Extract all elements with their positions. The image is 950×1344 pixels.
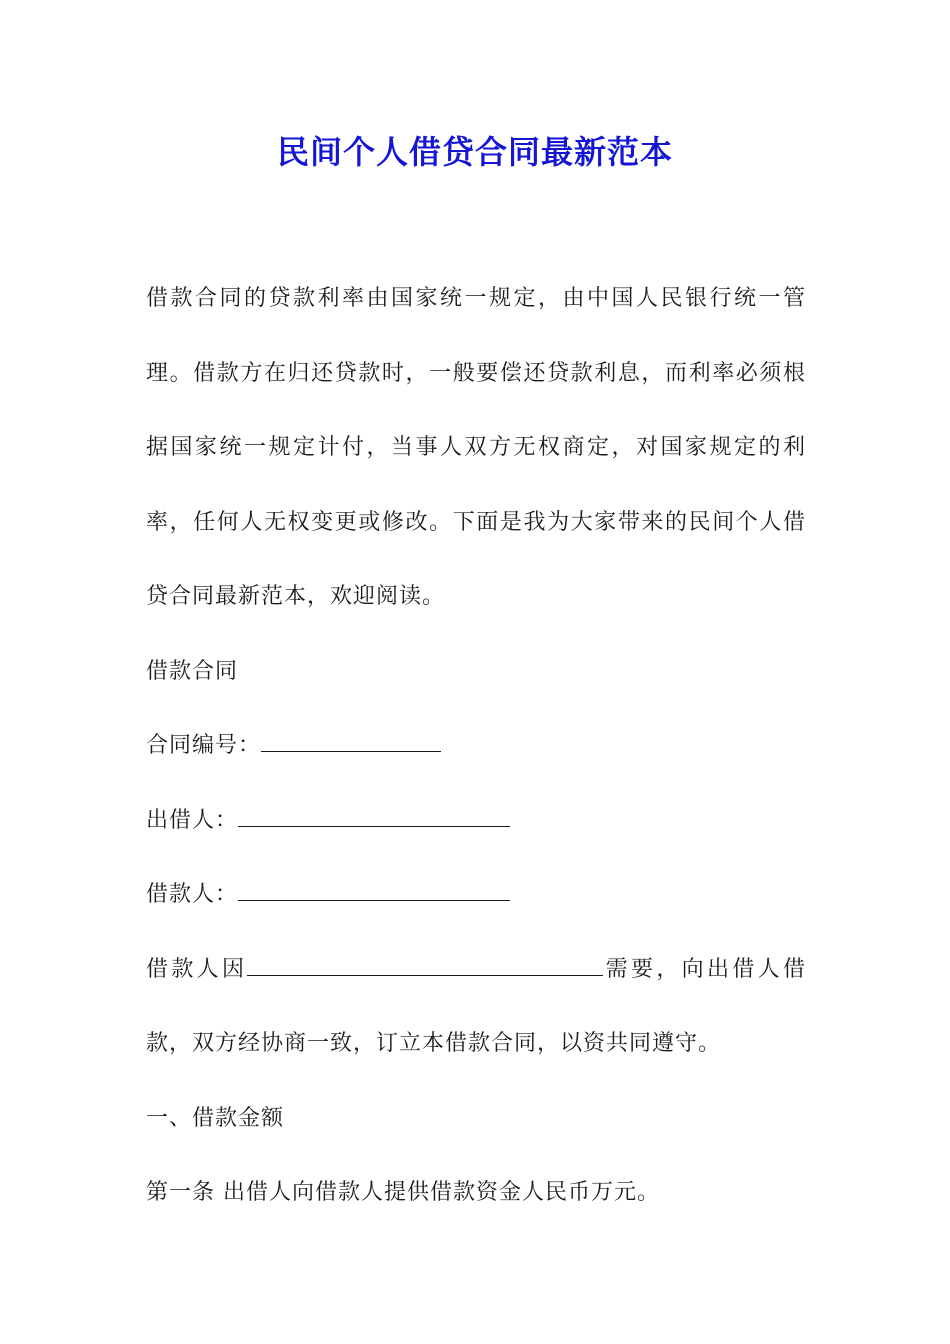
lender-blank	[238, 806, 510, 827]
purpose-paragraph	[146, 933, 806, 1082]
borrower-blank	[238, 880, 510, 901]
article1-paragraph: 第一条 出借人向借款人提供借款资金人民币万元。	[146, 1180, 660, 1205]
document-title: 民间个人借贷合同最新范本	[276, 133, 673, 171]
purpose-prefix: 借款人因	[146, 956, 248, 982]
contract-number-label: 合同编号：	[146, 733, 262, 758]
borrower-line	[146, 858, 806, 933]
lender-label: 出借人：	[146, 807, 239, 833]
section1-heading: 一、借款金额	[146, 1105, 285, 1131]
borrower-label: 借款人：	[146, 882, 239, 907]
purpose-blank	[247, 955, 603, 976]
contract-heading: 借款合同	[146, 658, 239, 684]
document-body	[146, 262, 806, 1231]
lender-line	[146, 784, 806, 859]
contract-number-blank	[261, 731, 441, 752]
purpose-suffix: 需要，向出借人借款，双方经协商一致，订立本借款合同，以资共同遵守。	[146, 956, 806, 1056]
intro-paragraph: 借款合同的贷款利率由国家统一规定，由中国人民银行统一管理。借款方在归还贷款时，一般要偿还贷款利息，而利率必须根据国家统一规定计付，当事人双方无权商定，对国家规定的利率，任何人无权变更或修改。下面是我为大家带来的民间个人借贷合同最新范本，欢迎阅读。	[146, 286, 806, 609]
contract-number-line	[146, 709, 806, 784]
